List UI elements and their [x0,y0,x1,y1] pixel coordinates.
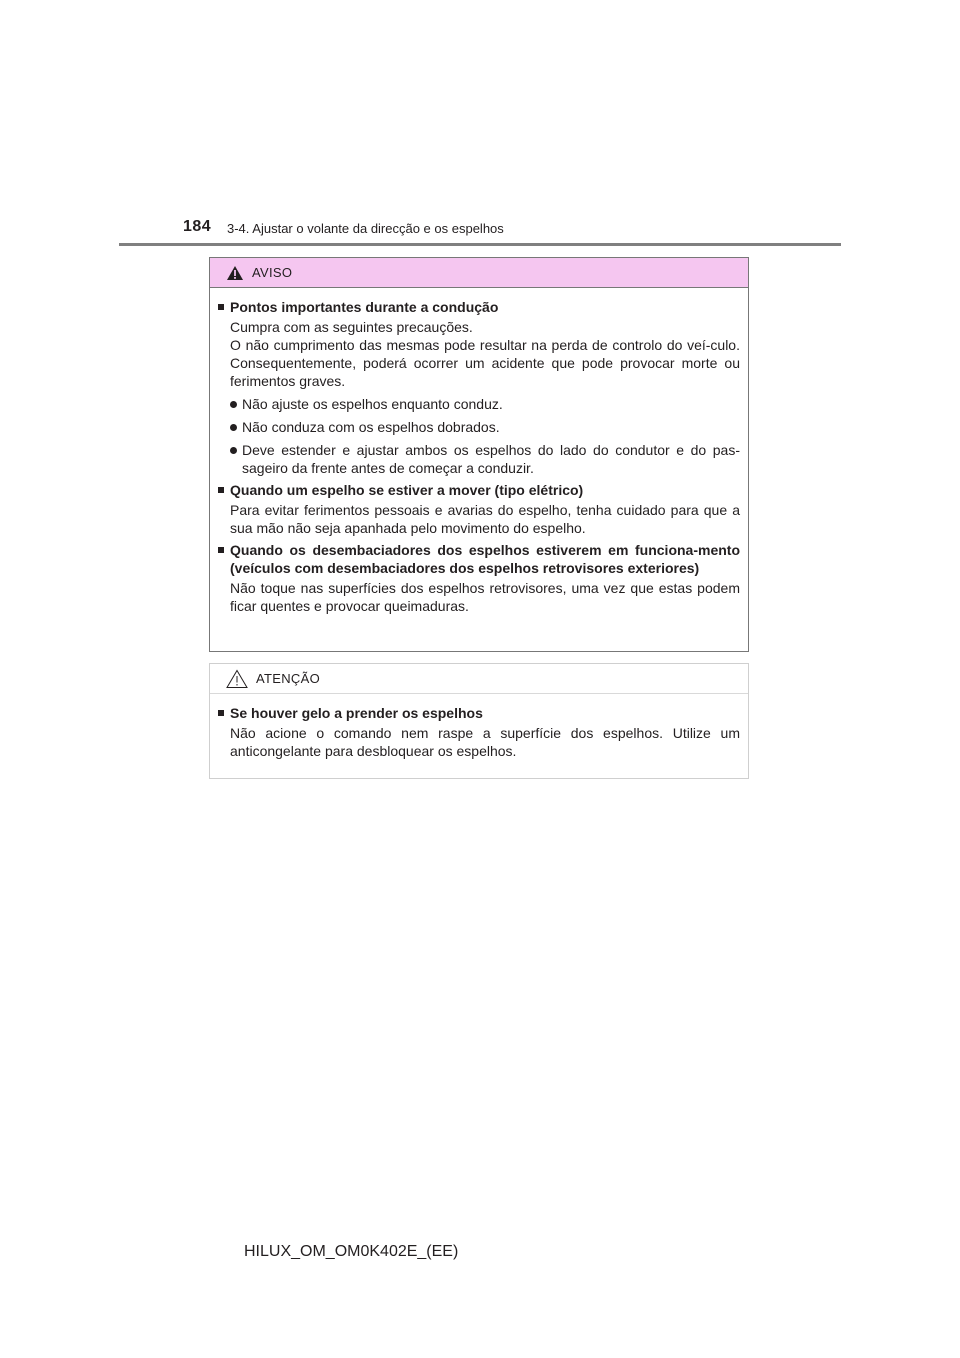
warning-triangle-filled-icon [226,265,244,281]
caution-item-ice [218,704,740,760]
caution-header [210,664,748,694]
square-bullet-icon [218,547,224,553]
item-paragraph: Não acione o comando nem raspe a superfície dos espelhos. Utilize um anticongelante para desbloquear os espelhos. [230,725,740,759]
warning-triangle-outline-icon [226,669,248,689]
caution-box [209,663,749,779]
item-paragraph: Cumpra com as seguintes precauções. [230,319,473,335]
square-bullet-icon [218,710,224,716]
header-rule [119,243,841,246]
caution-body [210,694,748,760]
warning-label: AVISO [252,265,293,280]
warning-body [210,288,748,615]
list-item: Deve estender e ajustar ambos os espelhos do lado do condutor e do pas-sageiro da frente antes de começar a conduzir. [230,441,740,477]
item-paragraph: Para evitar ferimentos pessoais e avarias do espelho, tenha cuidado para que a sua mão não seja apanhada pelo movimento do espelho. [230,502,740,536]
square-bullet-icon [218,487,224,493]
warning-header [210,258,748,288]
round-bullet-icon [230,447,237,454]
round-bullet-icon [230,401,237,408]
section-title: 3-4. Ajustar o volante da direcção e os espelhos [227,221,504,236]
warning-item-defoggers [218,541,740,615]
square-bullet-icon [218,304,224,310]
round-bullet-icon [230,424,237,431]
item-title: Se houver gelo a prender os espelhos [230,705,483,721]
warning-box [209,257,749,652]
item-paragraph: Não toque nas superfícies dos espelhos retrovisores, uma vez que estas podem ficar quentes e provocar queimaduras. [230,580,740,614]
caution-label: ATENÇÃO [256,671,320,686]
page-number: 184 [183,218,212,235]
document-code: HILUX_OM_OM0K402E_(EE) [244,1243,459,1260]
item-title: Pontos importantes durante a condução [230,299,499,315]
item-paragraph: O não cumprimento das mesmas pode resultar na perda de controlo do veí-culo. Consequentemente, poderá ocorrer um acidente que pode provocar morte ou ferimentos graves. [230,337,740,389]
warning-item-driving [218,298,740,477]
item-title: Quando os desembaciadores dos espelhos estiverem em funciona-mento (veículos com desembaciadores dos espelhos retrovisores exteriores) [230,542,740,576]
list-item: Não conduza com os espelhos dobrados. [230,418,740,436]
warning-item-mirror-moving [218,481,740,537]
list-item: Não ajuste os espelhos enquanto conduz. [230,395,740,413]
item-title: Quando um espelho se estiver a mover (tipo elétrico) [230,482,584,498]
